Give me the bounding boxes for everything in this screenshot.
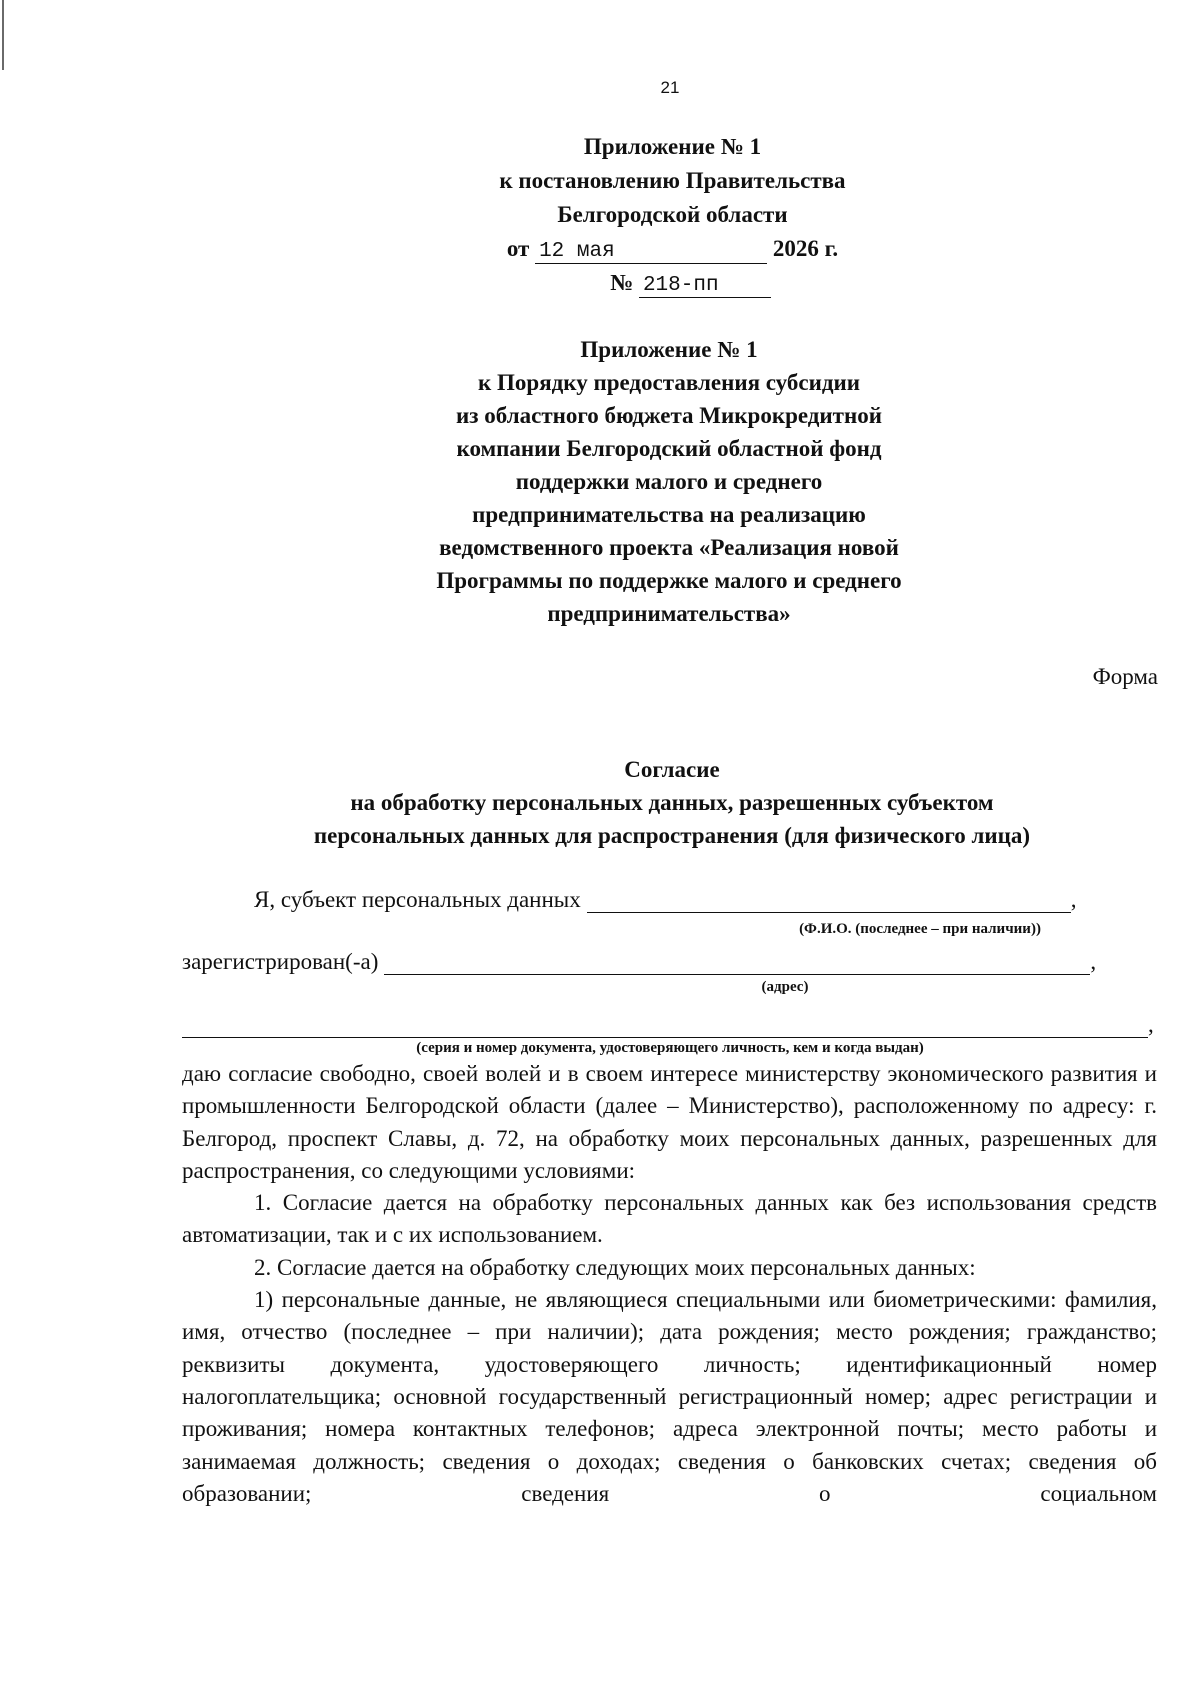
appendix-line: Программы по поддержке малого и среднего	[436, 568, 902, 593]
form-label: Форма	[1092, 664, 1158, 689]
subject-hint: (Ф.И.О. (последнее – при наличии))	[799, 921, 1041, 937]
comma: ,	[1148, 1012, 1154, 1037]
appendix-line: компании Белгородский областной фонд	[456, 436, 882, 461]
appendix-block	[0, 333, 1200, 630]
consent-title-block	[0, 753, 1200, 852]
approval-block	[0, 130, 1200, 300]
subject-label: Я, субъект персональных данных	[254, 887, 581, 912]
body-paragraph-3: 2. Согласие дается на обработку следующих моих персональных данных:	[254, 1254, 976, 1280]
approval-title: Приложение № 1	[583, 134, 762, 159]
document-field[interactable]	[182, 1009, 1148, 1038]
comma: ,	[1090, 949, 1097, 974]
body-paragraph-4: 1) персональные данные, не являющиеся специальными или биометрическими: фамилия, имя, отчество (последнее – при наличии); дата рождения; место рождения; гражданство; реквизиты документа, удостоверяющего личность; идентификационный номер налогоплательщика; основной государственный регистрационный номер; адрес регистрации и проживания; номера контактных телефонов; адреса электронной почты; место работы и занимаемая должность; сведения о доходах; сведения о банковских счетах; сведения об образовании; сведения о социальном	[182, 1287, 1157, 1506]
address-hint: (адрес)	[761, 979, 809, 995]
document-row	[182, 1009, 1154, 1038]
date-fill: 12 мая	[535, 241, 767, 264]
subject-name-row	[254, 884, 1077, 913]
comma: ,	[1070, 887, 1077, 912]
approval-date	[0, 232, 1200, 266]
body-paragraph-2: 1. Согласие дается на обработку персональных данных как без использования средств автоматизации, так и с их использованием.	[182, 1190, 1157, 1248]
subject-name-field[interactable]	[587, 884, 1071, 913]
registered-label: зарегистрирован(-а)	[182, 949, 379, 974]
registered-row	[182, 946, 1096, 975]
appendix-line: поддержки малого и среднего	[515, 469, 823, 494]
body-paragraph-1: даю согласие свободно, своей волей и в своем интересе министерству экономического развития и промышленности Белгородской области (далее – Министерство), расположенному по адресу: г. Белгород, проспект Славы, д. 72, на обработку моих персональных данных, разрешенных для распространения, со следующими условиями:	[182, 1061, 1157, 1183]
date-prefix: от	[506, 236, 530, 261]
appendix-line: предпринимательства»	[547, 601, 791, 626]
number-fill: 218-пп	[639, 275, 771, 298]
page-number: 21	[660, 78, 680, 97]
approval-line-3: Белгородской области	[557, 202, 788, 227]
appendix-line: из областного бюджета Микрокредитной	[456, 403, 882, 428]
consent-subtitle-line-1: на обработку персональных данных, разрешенных субъектом	[350, 790, 994, 815]
date-year: 2026 г.	[772, 236, 839, 261]
appendix-line: к Порядку предоставления субсидии	[478, 370, 860, 395]
consent-title: Согласие	[624, 757, 720, 782]
consent-body	[182, 1058, 1157, 1510]
appendix-line: ведомственного проекта «Реализация новой	[439, 535, 899, 560]
approval-line-2: к постановлению Правительства	[499, 168, 846, 193]
document-hint: (серия и номер документа, удостоверяющего личность, кем и когда выдан)	[416, 1040, 924, 1056]
number-prefix: №	[610, 270, 634, 295]
appendix-line: предпринимательства на реализацию	[472, 502, 866, 527]
scan-edge-mark	[2, 0, 4, 70]
appendix-line: Приложение № 1	[580, 337, 758, 362]
approval-number	[0, 266, 1200, 300]
consent-subtitle-line-2: персональных данных для распространения (для физического лица)	[313, 823, 1031, 848]
address-field[interactable]	[384, 946, 1090, 975]
